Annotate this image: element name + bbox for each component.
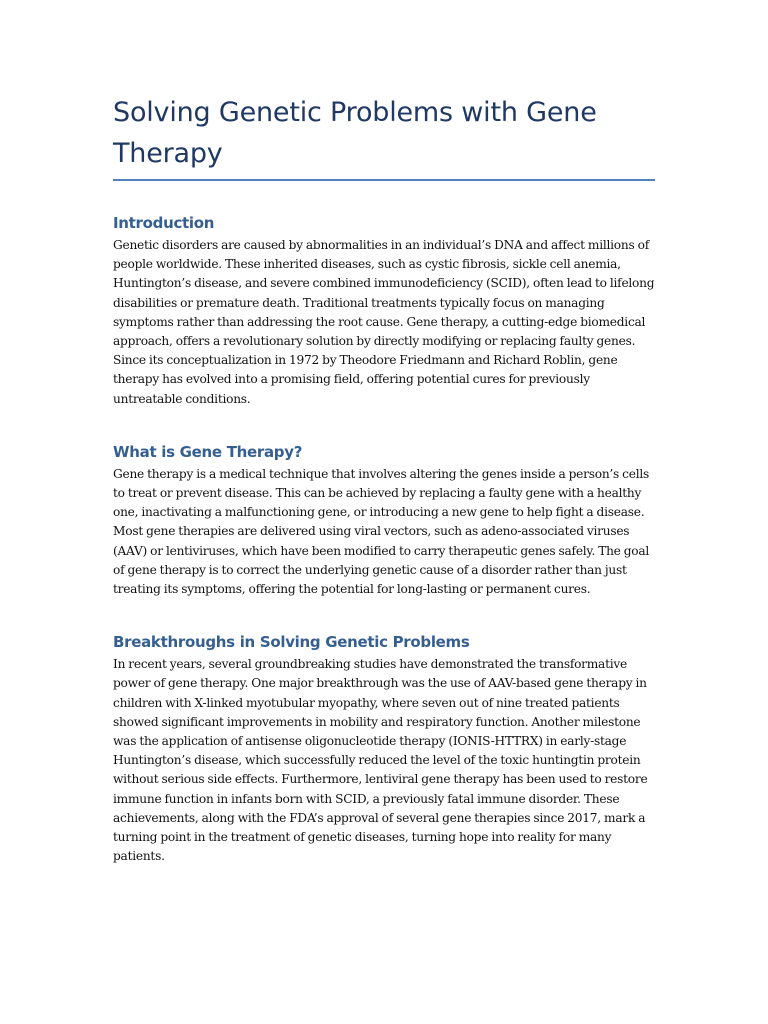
- document-page: [113, 92, 658, 866]
- section-heading-what-is-gene-therapy: What is Gene Therapy?: [113, 442, 303, 461]
- section-heading-breakthroughs: Breakthroughs in Solving Genetic Problems: [113, 633, 470, 652]
- section-paragraph-introduction: Genetic disorders are caused by abnormalities in an individual’s DNA and affect millions of people worldwide. These inherited diseases, such as cystic fibrosis, sickle cell anemia, Huntington’s disease, and severe combined immunodeficiency (SCID), often lead to lifelong disabilities or premature death. Traditional treatments typically focus on managing symptoms rather than addressing the root cause. Gene therapy, a cutting-edge biomedical approach, offers a revolutionary solution by directly modifying or replacing faulty genes. Since its conceptualization in 1972 by Theodore Friedmann and Richard Roblin, gene therapy has evolved into a promising field, offering potential cures for previously untreatable conditions.: [113, 238, 655, 406]
- section-paragraph-breakthroughs: In recent years, several groundbreaking studies have demonstrated the transformative power of gene therapy. One major breakthrough was the use of AAV-based gene therapy in children with X-linked myotubular myopathy, where seven out of nine treated patients showed significant improvements in mobility and respiratory function. Another milestone was the application of antisense oligonucleotide therapy (IONIS-HTTRX) in early-stage Huntington’s disease, which successfully reduced the level of the toxic huntingtin protein without serious side effects. Furthermore, lentiviral gene therapy has been used to restore immune function in infants born with SCID, a previously fatal immune disorder. These achievements, along with the FDA’s approval of several gene therapies since 2017, mark a turning point in the treatment of genetic diseases, turning hope into reality for many patients.: [113, 657, 648, 864]
- section-paragraph-what-is-gene-therapy: Gene therapy is a medical technique that involves altering the genes inside a person’s cells to treat or prevent disease. This can be achieved by replacing a faulty gene with a healthy one, inactivating a malfunctioning gene, or introducing a new gene to help fight a disease. Most gene therapies are delivered using viral vectors, such as adeno-associated viruses (AAV) or lentiviruses, which have been modified to carry therapeutic genes safely. The goal of gene therapy is to correct the underlying genetic cause of a disorder rather than just treating its symptoms, offering the potential for long-lasting or permanent cures.: [113, 466, 650, 597]
- document-title: Solving Genetic Problems with Gene Therapy: [113, 97, 597, 169]
- title-underline-divider: [113, 179, 655, 181]
- section-heading-introduction: Introduction: [113, 214, 215, 232]
